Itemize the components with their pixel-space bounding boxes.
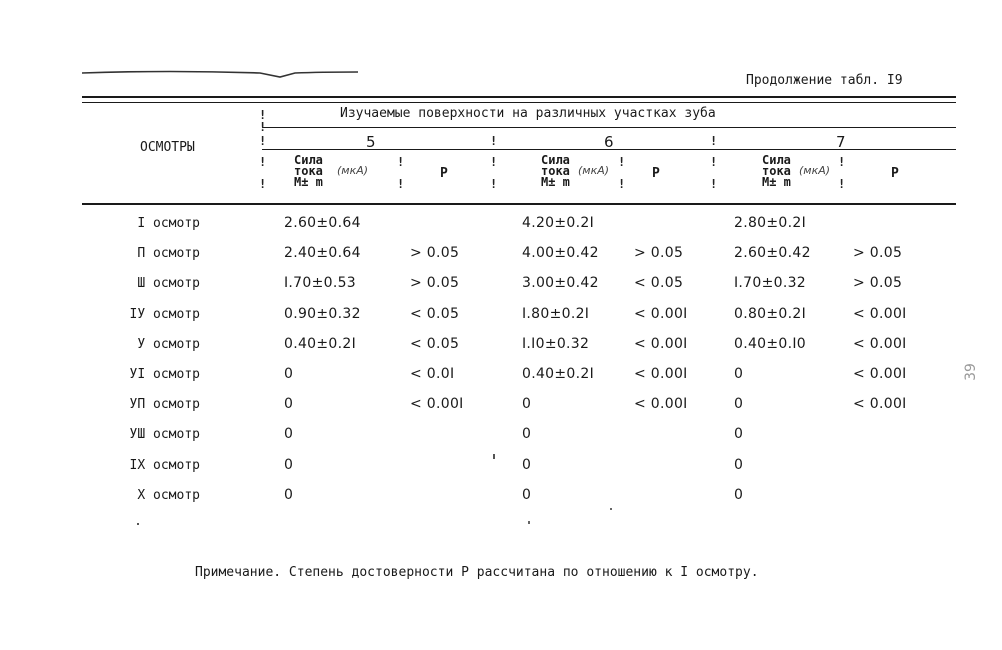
current-label-6: Сила тока М± m [541,153,570,189]
current-value-7: 0 [734,366,744,382]
p-value-6: < 0.05 [634,275,684,291]
current-value-5: 0 [284,487,294,503]
p-value-6: < 0.00I [634,396,688,412]
separator-mark: ! [397,177,405,191]
current-value-6: 0 [522,396,532,412]
current-value-6: I.I0±0.32 [522,336,590,352]
current-value-5: 2.60±0.64 [284,215,361,231]
p-header-7: Р [891,166,899,181]
group-title-rule [262,127,956,128]
page-number: 39 [962,363,979,381]
current-label-5: Сила тока М± m [294,153,323,189]
separator-mark: ! [259,177,267,191]
scan-speck [610,508,612,510]
current-value-5: 0.40±0.2I [284,336,356,352]
current-value-6: 0 [522,487,532,503]
p-value-6: < 0.00I [634,336,688,352]
row-label: УП осмотр [129,397,200,412]
separator-mark: ! [397,155,405,169]
top-ink-stroke [80,64,360,80]
rows-header: ОСМОТРЫ [140,140,195,155]
section-number-7: 7 [836,133,846,151]
current-value-6: 0 [522,457,532,473]
row-label: УI осмотр [129,367,200,382]
current-unit-5: (мкА) [337,164,369,177]
separator-mark: ! [710,155,718,169]
current-value-7: 0 [734,457,744,473]
row-label: IX осмотр [129,458,200,473]
current-value-6: 3.00±0.42 [522,275,599,291]
p-value-7: < 0.00I [853,306,907,322]
current-unit-6: (мкА) [578,164,610,177]
row-label: I осмотр [137,216,200,231]
separator-mark: ! [490,155,498,169]
separator-mark: ! [838,155,846,169]
p-value-6: < 0.00I [634,306,688,322]
row-label: У осмотр [137,337,200,352]
section-number-6: 6 [604,133,614,151]
table-top-rule [82,96,956,98]
p-value-5: < 0.05 [410,336,460,352]
section-number-5: 5 [366,133,376,151]
p-value-7: < 0.00I [853,396,907,412]
p-value-5: < 0.00I [410,396,464,412]
p-value-7: < 0.00I [853,336,907,352]
separator-mark: ! [618,177,626,191]
p-value-5: > 0.05 [410,275,460,291]
separator-mark: ! [259,108,267,122]
p-value-7: > 0.05 [853,275,903,291]
current-value-7: 2.80±0.2I [734,215,806,231]
group-title: Изучаемые поверхности на различных участках зуба [340,106,716,121]
current-value-5: I.70±0.53 [284,275,356,291]
separator-mark: ! [259,120,267,134]
p-header-5: Р [440,166,448,181]
row-label: П осмотр [137,246,200,261]
separator-mark: ! [490,134,498,148]
current-value-7: 0 [734,487,744,503]
separator-mark: ! [710,134,718,148]
p-value-7: < 0.00I [853,366,907,382]
separator-mark: ! [259,155,267,169]
current-value-5: 2.40±0.64 [284,245,361,261]
current-value-7: I.70±0.32 [734,275,806,291]
current-value-7: 0 [734,426,744,442]
table-caption: Продолжение табл. I9 [746,73,903,88]
current-value-7: 0.40±0.I0 [734,336,806,352]
separator-mark: ! [490,177,498,191]
current-value-5: 0 [284,396,294,412]
p-value-7: > 0.05 [853,245,903,261]
p-value-6: < 0.00I [634,366,688,382]
table-note: Примечание. Степень достоверности Р рассчитана по отношению к I осмотру. [195,565,759,580]
p-header-6: Р [652,166,660,181]
header-bottom-rule [82,203,956,205]
current-value-5: 0 [284,457,294,473]
current-value-5: 0.90±0.32 [284,306,361,322]
current-label-7: Сила тока М± m [762,153,791,189]
current-value-7: 0.80±0.2I [734,306,806,322]
separator-mark: ! [618,155,626,169]
p-value-5: < 0.0I [410,366,455,382]
current-value-5: 0 [284,366,294,382]
p-value-6: > 0.05 [634,245,684,261]
p-value-5: < 0.05 [410,306,460,322]
scan-speck [137,523,139,525]
scan-speck [528,521,530,524]
table-top-rule-2 [82,102,956,103]
row-label: X осмотр [137,488,200,503]
current-value-6: 4.00±0.42 [522,245,599,261]
row-label: IУ осмотр [129,307,200,322]
current-value-6: 0 [522,426,532,442]
separator-mark: ! [710,177,718,191]
current-unit-7: (мкА) [799,164,831,177]
separator-mark: ! [259,134,267,148]
scan-speck [493,454,495,459]
row-label: УШ осмотр [129,427,200,442]
row-label: Ш осмотр [137,276,200,291]
current-value-6: 4.20±0.2I [522,215,594,231]
current-value-5: 0 [284,426,294,442]
current-value-7: 0 [734,396,744,412]
current-value-6: 0.40±0.2I [522,366,594,382]
current-value-7: 2.60±0.42 [734,245,811,261]
separator-mark: ! [838,177,846,191]
current-value-6: I.80±0.2I [522,306,590,322]
p-value-5: > 0.05 [410,245,460,261]
